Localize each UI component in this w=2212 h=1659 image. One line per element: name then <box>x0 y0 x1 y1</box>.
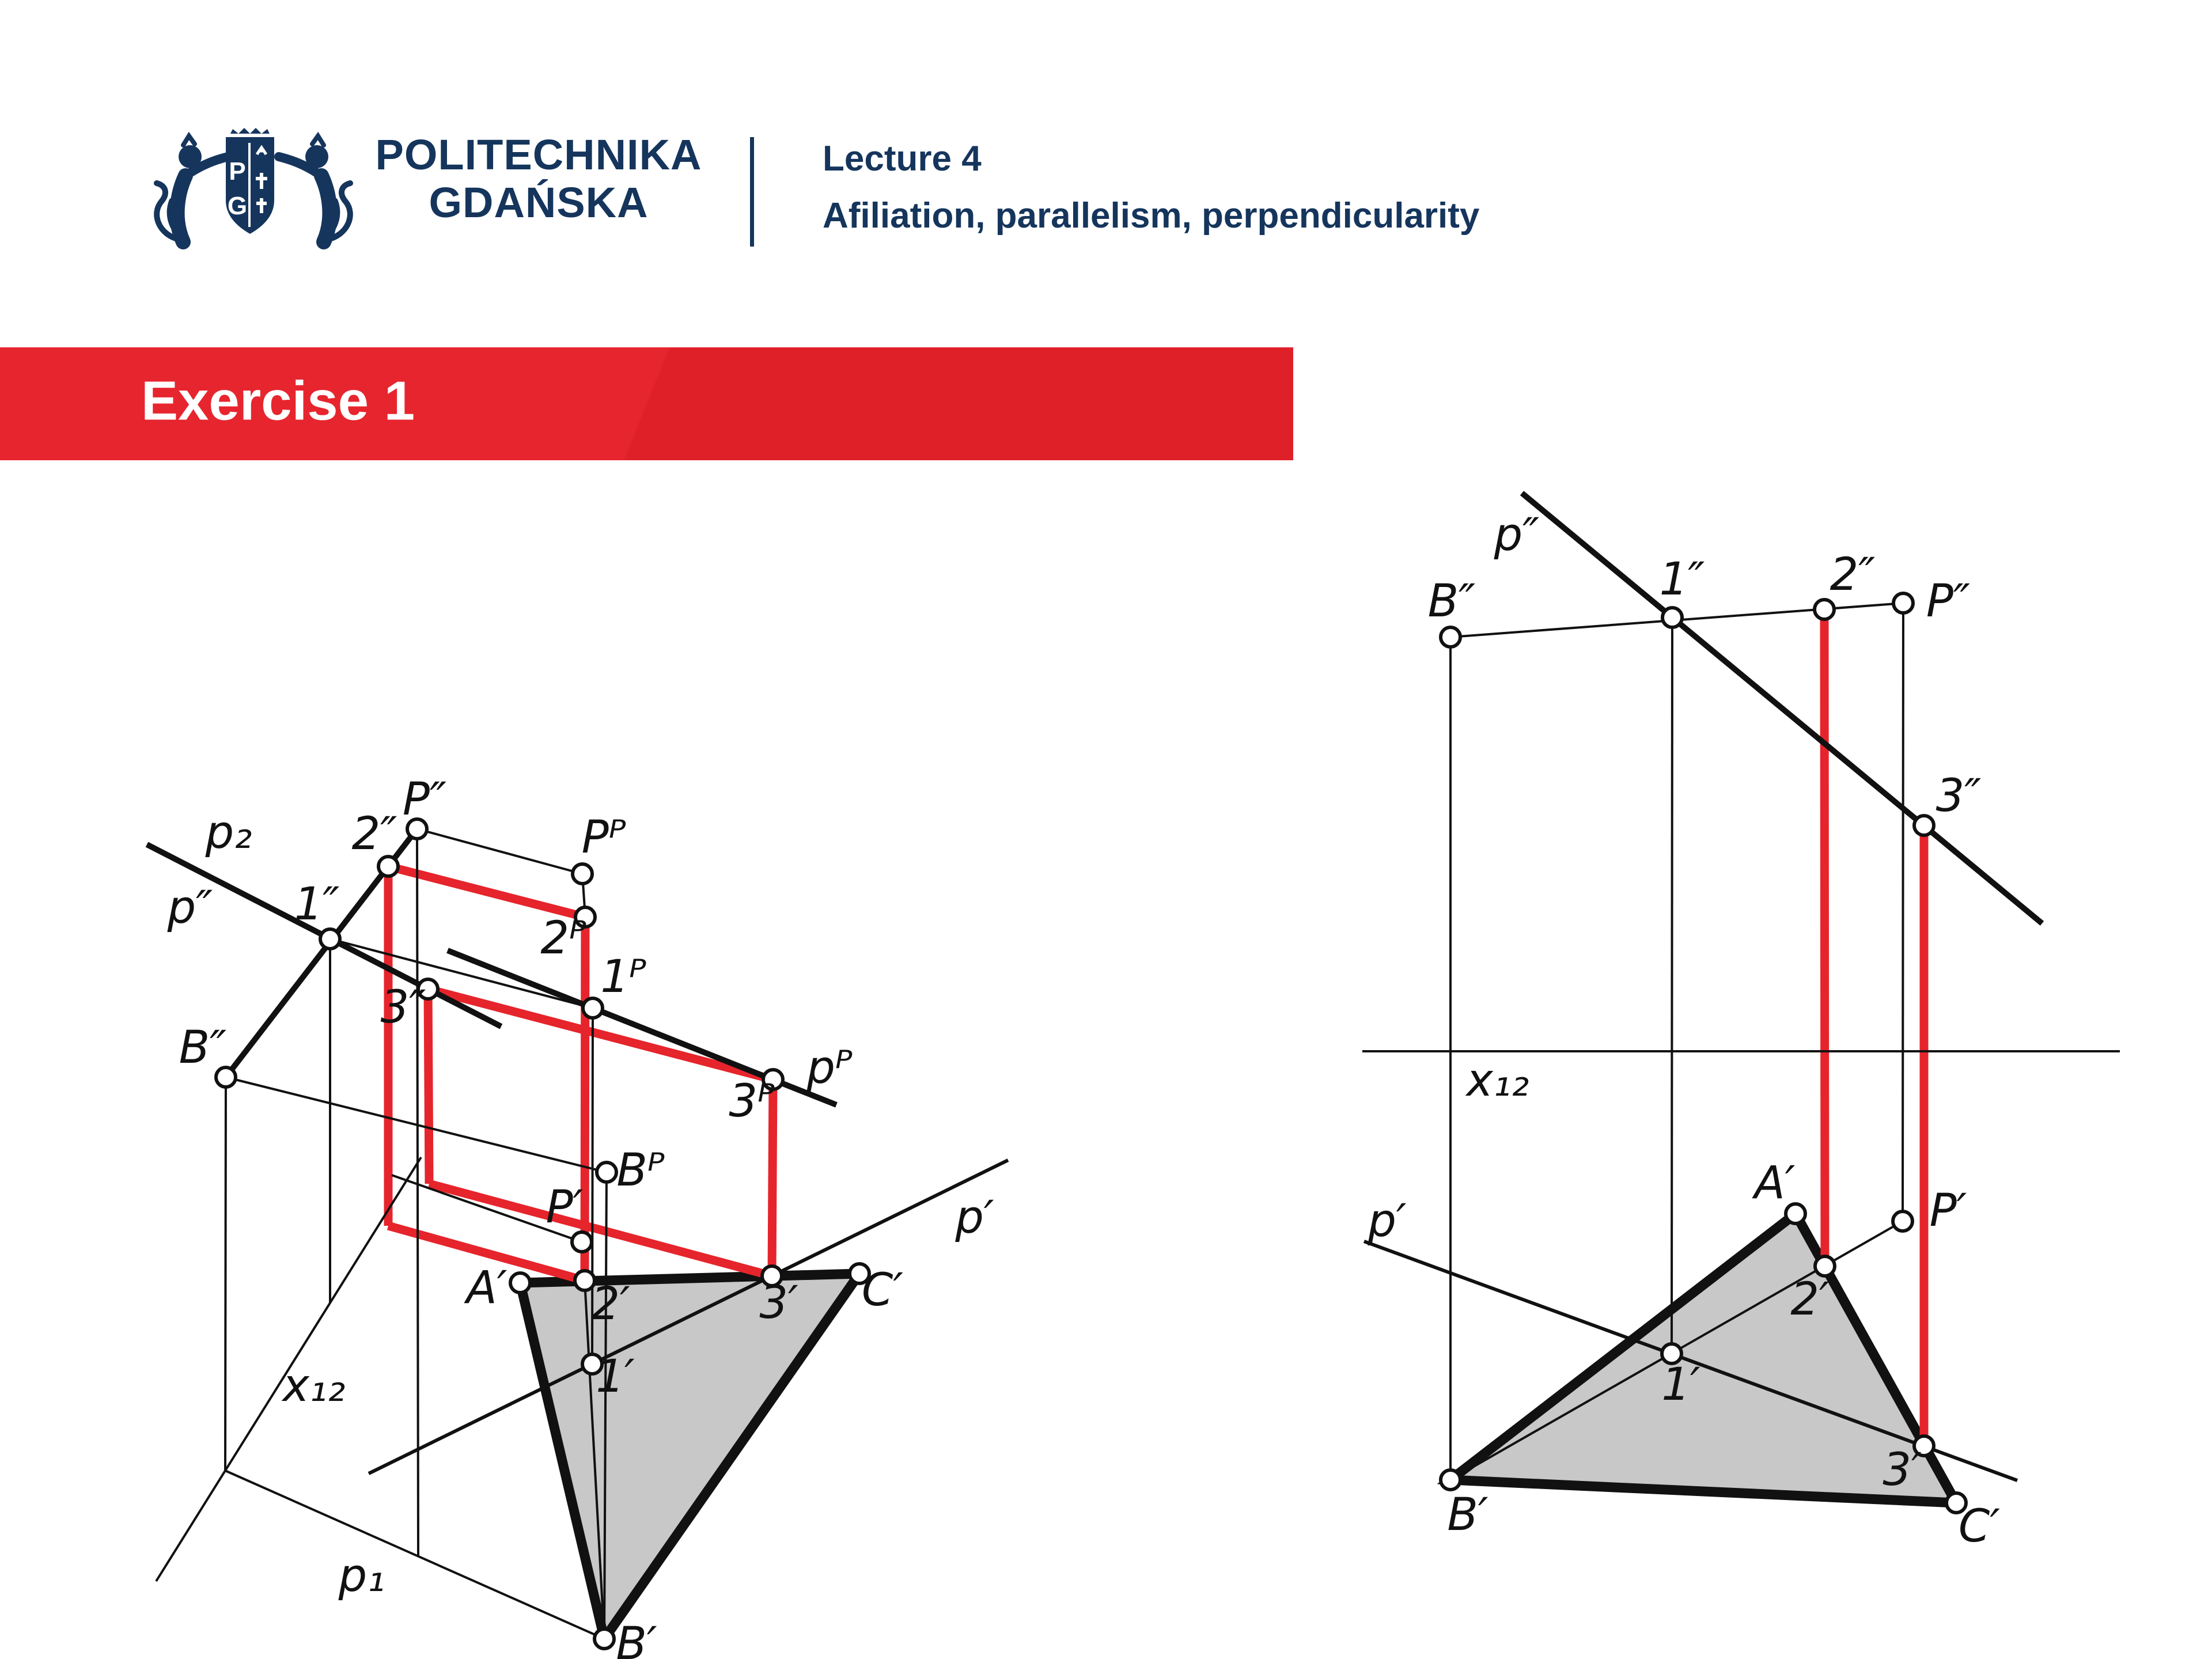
right-diagram <box>1362 493 2120 1552</box>
point-1-space <box>583 998 603 1018</box>
label-p-first: p′ <box>1368 1195 1407 1247</box>
left-diagram <box>147 774 1008 1659</box>
label-B-first: B′ <box>1447 1489 1488 1541</box>
label-2-space: 2ᴾ <box>540 912 586 964</box>
label-C-first: C′ <box>861 1264 904 1316</box>
university-name-line1: POLITECHNIKA <box>375 131 702 179</box>
label-p-second: p″ <box>167 882 213 934</box>
lecture-title: Afiliation, parallelism, perpendicularity <box>823 196 1480 236</box>
point-A-first <box>510 1273 530 1293</box>
point-B-space <box>597 1162 616 1182</box>
point-2-first <box>1815 1256 1835 1276</box>
label-P-first: P′ <box>1929 1185 1967 1237</box>
label-C-first: C′ <box>1958 1501 2001 1552</box>
label-3-space: 3ᴾ <box>729 1075 775 1127</box>
ray-3second-down <box>428 989 429 1184</box>
triangle-first-projection <box>520 1274 859 1639</box>
label-2-first: 2′ <box>591 1278 630 1330</box>
link-Psecond-Pspace <box>417 829 582 874</box>
label-1-second: 1″ <box>294 878 340 930</box>
point-2-second <box>1815 600 1834 619</box>
ray-2second-2first <box>1824 609 1825 1266</box>
point-1-second <box>1662 608 1682 627</box>
label-p-second: p″ <box>1494 509 1540 561</box>
label-p-first: p′ <box>955 1192 994 1244</box>
label-1-first: 1′ <box>596 1351 635 1403</box>
label-B-second: B″ <box>1427 575 1476 627</box>
point-P-space <box>573 864 592 884</box>
label-1-second: 1″ <box>1659 554 1705 605</box>
logo-monogram-p: P <box>229 157 246 185</box>
labels <box>1367 509 2000 1552</box>
point-B-first <box>1441 1470 1460 1490</box>
label-3-first: 3′ <box>1883 1444 1922 1496</box>
link-Bsecond-Bspace <box>226 1077 607 1172</box>
point-1-second <box>320 929 340 949</box>
lecture-label: Lecture 4 <box>823 139 982 179</box>
point-B-first <box>594 1629 614 1649</box>
label-B-space: Bᴾ <box>616 1145 665 1196</box>
point-P-second <box>1893 593 1913 613</box>
label-2-second: 2″ <box>351 808 397 860</box>
point-P-first <box>572 1232 592 1252</box>
construction-lines <box>156 829 607 1639</box>
label-P-second: P″ <box>1926 575 1971 627</box>
label-3-second: 3″ <box>1936 770 1982 822</box>
label-P-second: P″ <box>402 774 447 825</box>
label-2-second: 2″ <box>1830 549 1876 601</box>
label-1-first: 1′ <box>1661 1359 1700 1411</box>
label-x12: x₁₂ <box>1466 1055 1529 1107</box>
label-2-first: 2′ <box>1790 1274 1830 1325</box>
point-B-second <box>1441 627 1460 647</box>
label-3-second: 3″ <box>380 982 426 1033</box>
triangle-first-projection <box>1450 1214 1956 1503</box>
order-line-Bsecond-down <box>225 1077 226 1471</box>
label-A-first: A′ <box>1754 1157 1796 1209</box>
label-A-first: A′ <box>466 1262 507 1314</box>
point-P-first <box>1893 1211 1912 1231</box>
label-P-space: Pᴾ <box>581 812 626 863</box>
university-name-line2: GDAŃSKA <box>429 178 649 226</box>
point-3-second <box>1914 816 1934 835</box>
order-line-Psecond-down <box>417 829 418 1555</box>
label-B-second: B″ <box>179 1022 227 1074</box>
label-p1: p₁ <box>338 1550 385 1602</box>
label-B-first: B′ <box>616 1618 657 1659</box>
trace-p1-line <box>225 1471 604 1639</box>
exercise-title: Exercise 1 <box>141 370 415 432</box>
label-p-space: pᴾ <box>806 1042 853 1094</box>
line-p-second <box>1522 493 2042 923</box>
logo-monogram-g: G <box>227 192 248 220</box>
label-p2: p₂ <box>205 807 252 859</box>
label-1-space: 1ᴾ <box>600 951 646 1003</box>
label-3-first: 3′ <box>759 1277 798 1329</box>
label-P-first: P′ <box>546 1181 584 1233</box>
label-x12: x₁₂ <box>282 1360 346 1412</box>
